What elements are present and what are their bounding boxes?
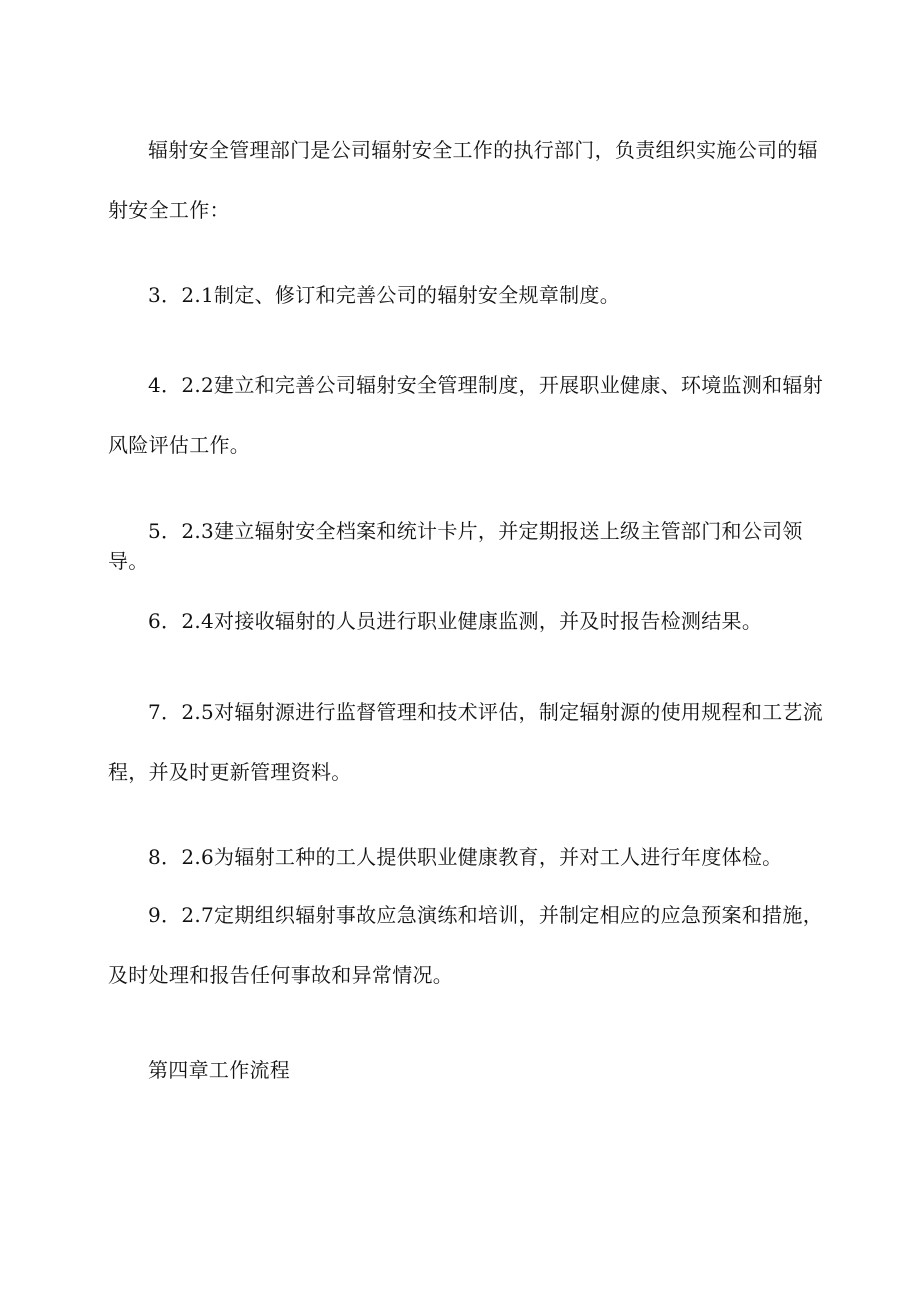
clause-3-2-5: 7．2.5对辐射源进行监督管理和技术评估，制定辐射源的使用规程和工艺流程，并及时更新管理资料。 [108, 700, 824, 784]
clause-3-2-1: 3．2.1制定、修订和完善公司的辐射安全规章制度。 [148, 283, 621, 307]
clause-3-2-6: 8．2.6为辐射工种的工人提供职业健康教育，并对工人进行年度体检。 [148, 845, 783, 869]
clause-3-2-7: 9．2.7定期组织辐射事故应急演练和培训，并制定相应的应急预案和措施，及时处理和报告任何事故和异常情况。 [108, 903, 824, 987]
clause-3-2-4: 6．2.4对接收辐射的人员进行职业健康监测，并及时报告检测结果。 [148, 609, 763, 633]
intro-paragraph: 辐射安全管理部门是公司辐射安全工作的执行部门，负责组织实施公司的辐射安全工作： [108, 138, 818, 222]
chapter-heading: 第四章工作流程 [148, 1058, 291, 1082]
clause-3-2-2: 4．2.2建立和完善公司辐射安全管理制度，开展职业健康、环境监测和辐射风险评估工作。 [108, 373, 824, 457]
clause-3-2-3: 5．2.3建立辐射安全档案和统计卡片，并定期报送上级主管部门和公司领导。 [108, 519, 803, 573]
